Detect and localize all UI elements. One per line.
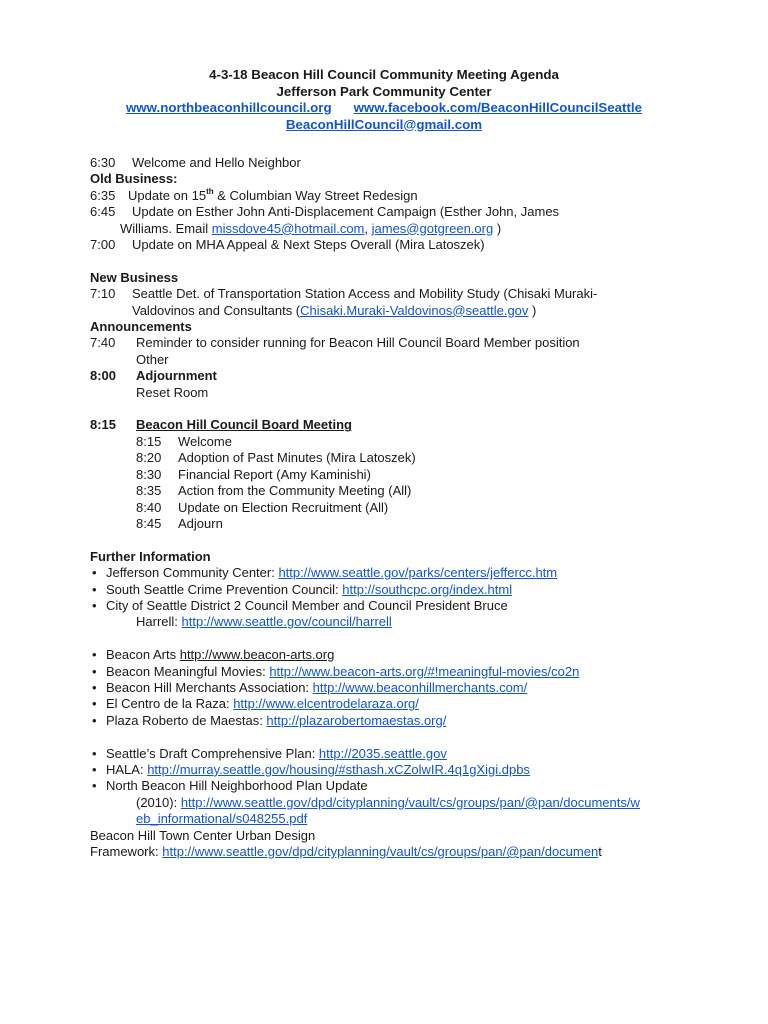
header-links (0, 100, 768, 117)
board-item (90, 500, 690, 516)
item-text: Welcome and Hello Neighbor (132, 155, 301, 170)
email-link-james[interactable]: james@gotgreen.org (371, 220, 494, 236)
facebook-link[interactable]: www.facebook.com/BeaconHillCouncilSeattle (353, 100, 643, 115)
list-item-council-member-cont: Harrell: http://www.seattle.gov/council/harrell (136, 614, 392, 630)
item-time: 6:35 (90, 187, 116, 203)
list-item-council-member: • City of Seattle District 2 Council Member and Council President Bruce (92, 597, 508, 613)
board-item-time: 8:35 (136, 483, 162, 499)
link-plaza[interactable]: http://plazarobertomaestas.org/ (266, 712, 447, 728)
agenda-title: 4-3-18 Beacon Hill Council Community Meeting Agenda (209, 67, 559, 82)
link-el-centro[interactable]: http://www.elcentrodelaraza.org/ (233, 696, 419, 712)
list-item-plaza: • Plaza Roberto de Maestas: http://plazarobertomaestas.org/ (92, 712, 447, 728)
item-text: Update on Esther John Anti-Displacement Campaign (Esther John, James (132, 204, 560, 220)
board-item-time: 8:40 (136, 499, 162, 515)
email-link-chisaki[interactable]: Chisaki.Muraki-Valdovinos@seattle.gov (300, 302, 529, 318)
bullet-icon: • (92, 565, 97, 581)
bullet-icon: • (92, 761, 97, 777)
bullet-icon: • (92, 712, 97, 728)
board-item-time: 8:45 (136, 515, 162, 531)
link-town-center[interactable]: http://www.seattle.gov/dpd/cityplanning/vault/cs/groups/pan/@pan/documen (162, 843, 599, 859)
board-item (90, 516, 690, 532)
board-item (90, 434, 690, 450)
website-link[interactable]: www.northbeaconhillcouncil.org (125, 100, 332, 115)
link-jefferson-cc[interactable]: http://www.seattle.gov/parks/centers/jeffercc.htm (278, 565, 558, 581)
agenda-item-street-redesign (90, 188, 690, 204)
board-item-time: 8:30 (136, 466, 162, 482)
bullet-icon: • (92, 696, 97, 712)
bullet-icon: • (92, 581, 97, 597)
agenda-item-sdot-study (90, 286, 690, 302)
list-item-beacon-arts: • Beacon Arts http://www.beacon-arts.org (92, 647, 335, 663)
item-time: 8:00 (90, 368, 117, 384)
board-item-text: Update on Election Recruitment (All) (178, 499, 389, 515)
board-item-text: Action from the Community Meeting (All) (178, 483, 412, 499)
bullet-icon: • (92, 679, 97, 695)
list-item-comprehensive-plan: • Seattle’s Draft Comprehensive Plan: http://2035.seattle.gov (92, 745, 447, 761)
item-sup: th (206, 186, 214, 196)
board-item-text: Welcome (178, 433, 232, 449)
close-paren: ) (528, 302, 537, 318)
old-business-heading: Old Business: (90, 171, 178, 187)
board-item-text: Financial Report (Amy Kaminishi) (178, 466, 371, 482)
email-link[interactable]: BeaconHillCouncil@gmail.com (285, 116, 483, 132)
item-time: 6:45 (90, 204, 116, 220)
board-meeting-heading (90, 417, 690, 433)
announcements-heading: Announcements (90, 319, 192, 335)
list-item-neighborhood-plan: • North Beacon Hill Neighborhood Plan Update (92, 778, 368, 794)
list-item-el-centro: • El Centro de la Raza: http://www.elcentrodelaraza.org/ (92, 696, 419, 712)
item-text: Reminder to consider running for Beacon Hill Council Board Member position (136, 335, 580, 351)
new-business-heading: New Business (90, 269, 179, 285)
agenda-item-esther-john (90, 204, 690, 220)
item-time: 8:15 (90, 417, 117, 433)
board-item-text: Adjourn (178, 515, 223, 531)
reset-room-note: Reset Room (136, 384, 209, 400)
link-neighborhood-plan-cont[interactable]: eb_informational/s048255.pdf (136, 811, 308, 827)
item-time: 7:00 (90, 237, 116, 253)
item-time: 7:10 (90, 286, 116, 302)
link-2035[interactable]: http://2035.seattle.gov (318, 745, 447, 761)
meeting-location: Jefferson Park Community Center (276, 83, 492, 99)
link-southcpc[interactable]: http://southcpc.org/index.html (342, 581, 513, 597)
link-harrell[interactable]: http://www.seattle.gov/council/harrell (181, 614, 392, 630)
town-center-framework: Framework: http://www.seattle.gov/dpd/cityplanning/vault/cs/groups/pan/@pan/document (90, 843, 602, 859)
item-text-cont: Valdovinos and Consultants ( (132, 302, 301, 318)
close-paren: ) (493, 220, 502, 236)
list-item-neighborhood-plan-cont: (2010): http://www.seattle.gov/dpd/cityplanning/vault/cs/groups/pan/@pan/documents/w (136, 794, 640, 810)
separator: , (364, 220, 372, 236)
agenda-item-mha-appeal (90, 237, 690, 253)
link-neighborhood-plan[interactable]: http://www.seattle.gov/dpd/cityplanning/vault/cs/groups/pan/@pan/documents/w (180, 794, 640, 810)
board-meeting-items (90, 434, 690, 532)
item-text: Update on MHA Appeal & Next Steps Overall (Mira Latoszek) (132, 237, 485, 253)
list-item-meaningful-movies: • Beacon Meaningful Movies: http://www.beacon-arts.org/#!meaningful-movies/co2n (92, 663, 580, 679)
agenda-item-esther-john-cont (90, 221, 690, 237)
agenda-item-adjournment (90, 368, 690, 384)
item-text: Seattle Det. of Transportation Station Access and Mobility Study (Chisaki Muraki- (132, 286, 598, 302)
agenda-item-sdot-study-cont (90, 303, 690, 319)
agenda-body (90, 155, 690, 860)
item-text-post: & Columbian Way Street Redesign (213, 187, 418, 203)
board-item (90, 467, 690, 483)
link-meaningful-movies[interactable]: http://www.beacon-arts.org/#!meaningful-movies/co2n (269, 663, 580, 679)
item-time: 6:30 (90, 155, 116, 170)
email-link-missdove[interactable]: missdove45@hotmail.com (211, 220, 365, 236)
board-item (90, 450, 690, 466)
agenda-item-board-reminder (90, 335, 690, 351)
board-item-text: Adoption of Past Minutes (Mira Latoszek) (178, 450, 416, 466)
bullet-icon: • (92, 745, 97, 761)
link-beacon-arts[interactable]: http://www.beacon-arts.org (179, 647, 335, 663)
agenda-item-welcome (90, 155, 690, 171)
town-center-text: Beacon Hill Town Center Urban Design (90, 827, 316, 843)
item-text-pre: Update on 15 (128, 187, 207, 203)
board-item-time: 8:20 (136, 450, 162, 466)
board-item (90, 483, 690, 499)
further-information-heading: Further Information (90, 548, 211, 564)
link-hala[interactable]: http://murray.seattle.gov/housing/#sthash.xCZolwIR.4q1gXigi.dpbs (147, 761, 530, 777)
list-item-hala: • HALA: http://murray.seattle.gov/housing/#sthash.xCZolwIR.4q1gXigi.dpbs (92, 761, 530, 777)
item-time: 7:40 (90, 335, 116, 351)
item-text-cont: Williams. Email (120, 220, 212, 236)
list-item-crime-prevention: • South Seattle Crime Prevention Council: http://southcpc.org/index.html (92, 581, 513, 597)
bullet-icon: • (92, 663, 97, 679)
bullet-icon: • (92, 778, 97, 794)
board-item-time: 8:15 (136, 433, 162, 449)
item-text: Adjournment (136, 368, 217, 384)
list-item-neighborhood-plan-cont2 (90, 811, 690, 827)
link-merchants[interactable]: http://www.beaconhillmerchants.com/ (312, 679, 528, 695)
list-item-jefferson: • Jefferson Community Center: http://www.seattle.gov/parks/centers/jeffercc.htm (92, 565, 558, 581)
bullet-icon: • (92, 647, 97, 663)
agenda-item-other: Other (136, 351, 169, 367)
bullet-icon: • (92, 597, 97, 613)
item-text: Beacon Hill Council Board Meeting (136, 417, 352, 433)
list-item-merchants: • Beacon Hill Merchants Association: http://www.beaconhillmerchants.com/ (92, 679, 528, 695)
agenda-header (0, 67, 768, 133)
